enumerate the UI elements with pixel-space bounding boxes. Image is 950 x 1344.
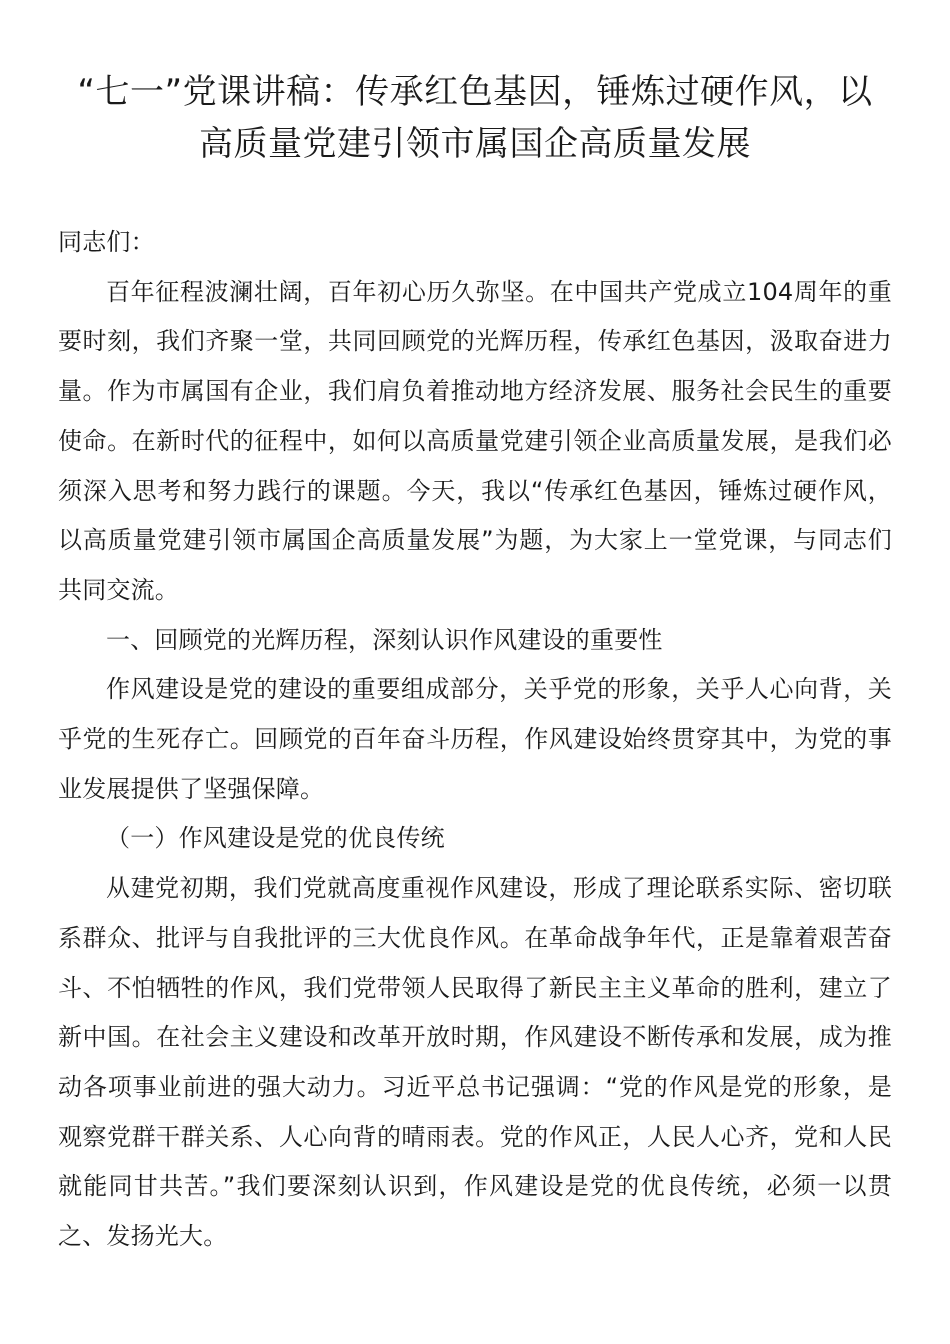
subsection-heading-1: （一）作风建设是党的优良传统 bbox=[106, 824, 445, 853]
paragraph-intro: 百年征程波澜壮阔，百年初心历久弥坚。在中国共产党成立104周年的重要时刻，我们齐聚一堂，共同回顾党的光辉历程，传承红色基因，汲取奋进力量。作为市属国有企业，我们肩负着推动地方经济发展、服务社会民生的重要使命。在新时代的征程中，如何以高质量党建引领企业高质量发展，是我们必须深入思考和努力践行的课题。今天，我以“传承红色基因，锤炼过硬作风，以高质量党建引领市属国企高质量发展”为题，为大家上一堂党课，与同志们共同交流。 bbox=[58, 277, 892, 604]
title-line-1: “七一”党课讲稿：传承红色基因，锤炼过硬作风，以 bbox=[77, 72, 873, 112]
document-body bbox=[58, 218, 892, 1262]
section-heading-1: 一、回顾党的光辉历程，深刻认识作风建设的重要性 bbox=[106, 625, 663, 654]
title-line-2: 高质量党建引领市属国企高质量发展 bbox=[199, 124, 751, 164]
paragraph-subsection-1: 从建党初期，我们党就高度重视作风建设，形成了理论联系实际、密切联系群众、批评与自我批评的三大优良作风。在革命战争年代，正是靠着艰苦奋斗、不怕牺牲的作风，我们党带领人民取得了新民主主义革命的胜利，建立了新中国。在社会主义建设和改革开放时期，作风建设不断传承和发展，成为推动各项事业前进的强大动力。习近平总书记强调：“党的作风是党的形象，是观察党群干群关系、人心向背的晴雨表。党的作风正，人民人心齐，党和人民就能同甘共苦。”我们要深刻认识到，作风建设是党的优良传统，必须一以贯之、发扬光大。 bbox=[58, 874, 892, 1251]
greeting: 同志们： bbox=[58, 228, 155, 256]
document-title bbox=[50, 66, 900, 170]
paragraph-section-1: 作风建设是党的建设的重要组成部分，关乎党的形象，关乎人心向背，关乎党的生死存亡。回顾党的百年奋斗历程，作风建设始终贯穿其中，为党的事业发展提供了坚强保障。 bbox=[58, 675, 892, 803]
